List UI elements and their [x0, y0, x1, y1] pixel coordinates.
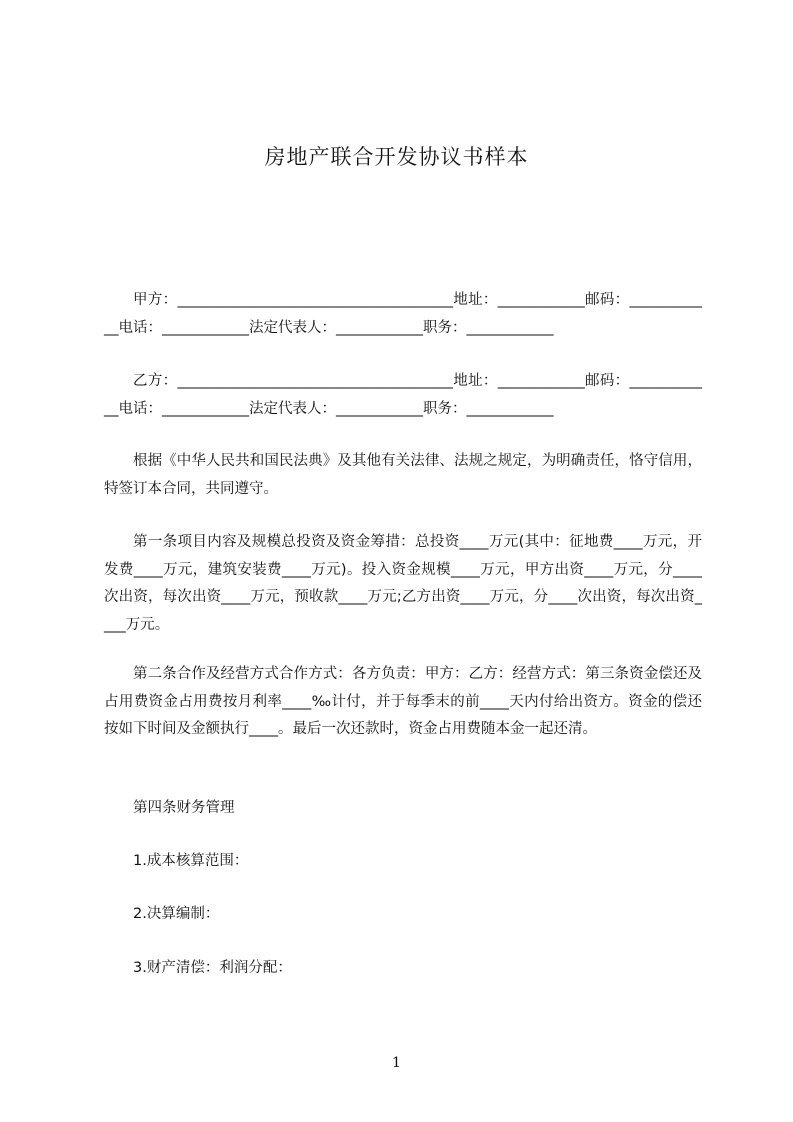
article-1-paragraph: 第一条项目内容及规模总投资及资金筹措：总投资____万元(其中：征地费____万元，开发费____万元，建筑安装费____万元)。投入资金规模____万元，甲方出资____万元，分____次出资，每次出资____万元，预收款____万元;乙方出资____万元，分____次出资，每次出资____万元。 [104, 534, 702, 633]
page-number: 1 [392, 1055, 401, 1071]
document-title: 房地产联合开发协议书样本 [264, 145, 529, 169]
article-4-heading: 第四条财务管理 [133, 800, 235, 816]
list-item-property-settlement: 3.财产清偿：利润分配： [133, 960, 292, 976]
intro-paragraph: 根据《中华人民共和国民法典》及其他有关法律、法规之规定，为明确责任，恪守信用，特签订本合同，共同遵守。 [104, 453, 702, 497]
list-item-final-accounts: 2.决算编制： [133, 906, 220, 922]
list-item-cost-scope: 1.成本核算范围： [133, 853, 249, 869]
party-a-info: 甲方：______________________________________地址：____________邮码：____________电话：____________法定代表人：____________职务：____________ [104, 292, 702, 336]
party-b-info: 乙方：______________________________________地址：____________邮码：____________电话：____________法定代表人：____________职务：____________ [104, 373, 702, 417]
article-2-paragraph: 第二条合作及经营方式合作方式：各方负责：甲方：乙方：经营方式：第三条资金偿还及占用费资金占用费按月利率____‰计付，并于每季末的前____天内付给出资方。资金的偿还按如下时间及金额执行____。最后一次还款时，资金占用费随本金一起还清。 [104, 666, 702, 737]
